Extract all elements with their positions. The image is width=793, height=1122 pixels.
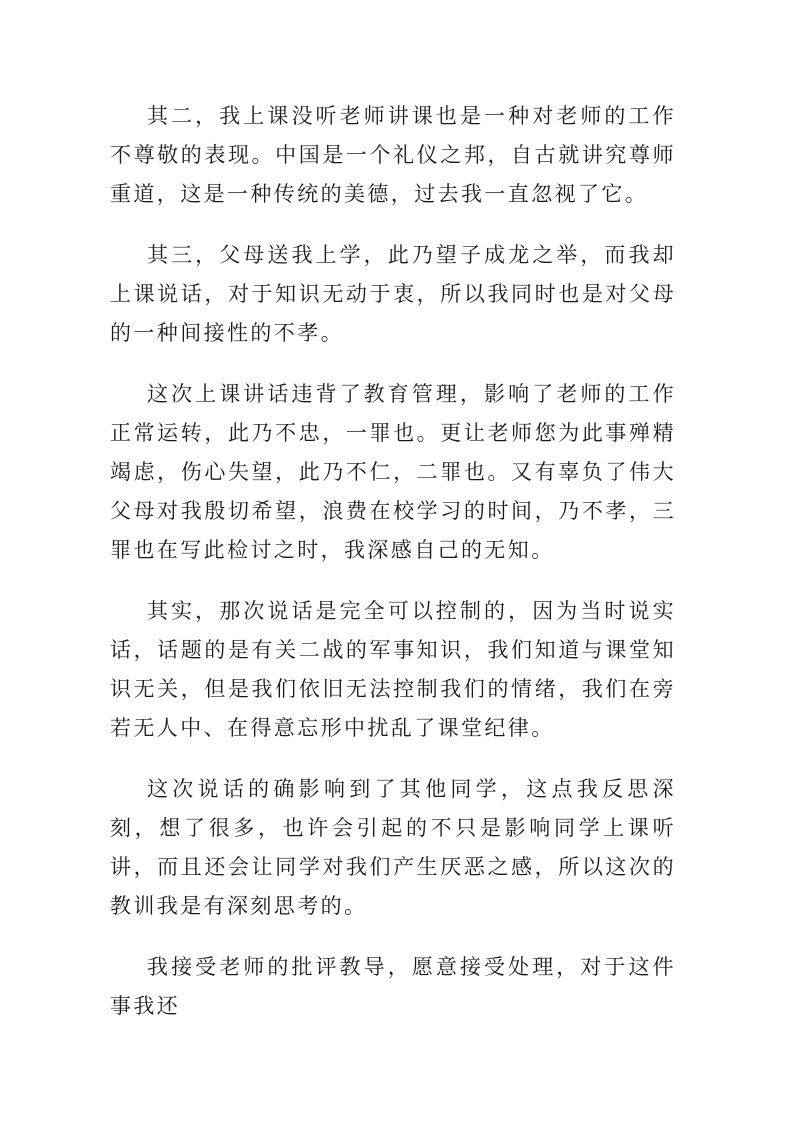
paragraph-impact-on-classmates: 这次说话的确影响到了其他同学，这点我反思深刻，想了很多，也许会引起的不只是影响同学上课听讲，而且还会让同学对我们产生厌恶之感，所以这次的教训我是有深刻思考的。 bbox=[110, 777, 676, 918]
paragraph-self-control: 其实，那次说话是完全可以控制的，因为当时说实话，话题的是有关二战的军事知识，我们知道与课堂知识无关，但是我们依旧无法控制我们的情绪，我们在旁若无人中、在得意忘形中扰乱了课堂纪律。 bbox=[110, 599, 676, 740]
paragraph-three-faults: 这次上课讲话违背了教育管理，影响了老师的工作正常运转，此乃不忠，一罪也。更让老师您为此事殚精竭虑，伤心失望，此乃不仁，二罪也。又有辜负了伟大父母对我殷切希望，浪费在校学习的时间，乃不孝，三罪也在写此检讨之时，我深感自己的无知。 bbox=[110, 382, 676, 562]
paragraph-point-three: 其三，父母送我上学，此乃望子成龙之举，而我却上课说话，对于知识无动于衷，所以我同时也是对父母的一种间接性的不孝。 bbox=[110, 243, 676, 345]
paragraph-point-two: 其二，我上课没听老师讲课也是一种对老师的工作不尊敬的表现。中国是一个礼仪之邦，自古就讲究尊师重道，这是一种传统的美德，过去我一直忽视了它。 bbox=[110, 104, 676, 206]
paragraph-accept-criticism: 我接受老师的批评教导，愿意接受处理，对于这件事我还 bbox=[110, 955, 676, 1018]
document-body bbox=[110, 97, 676, 1048]
